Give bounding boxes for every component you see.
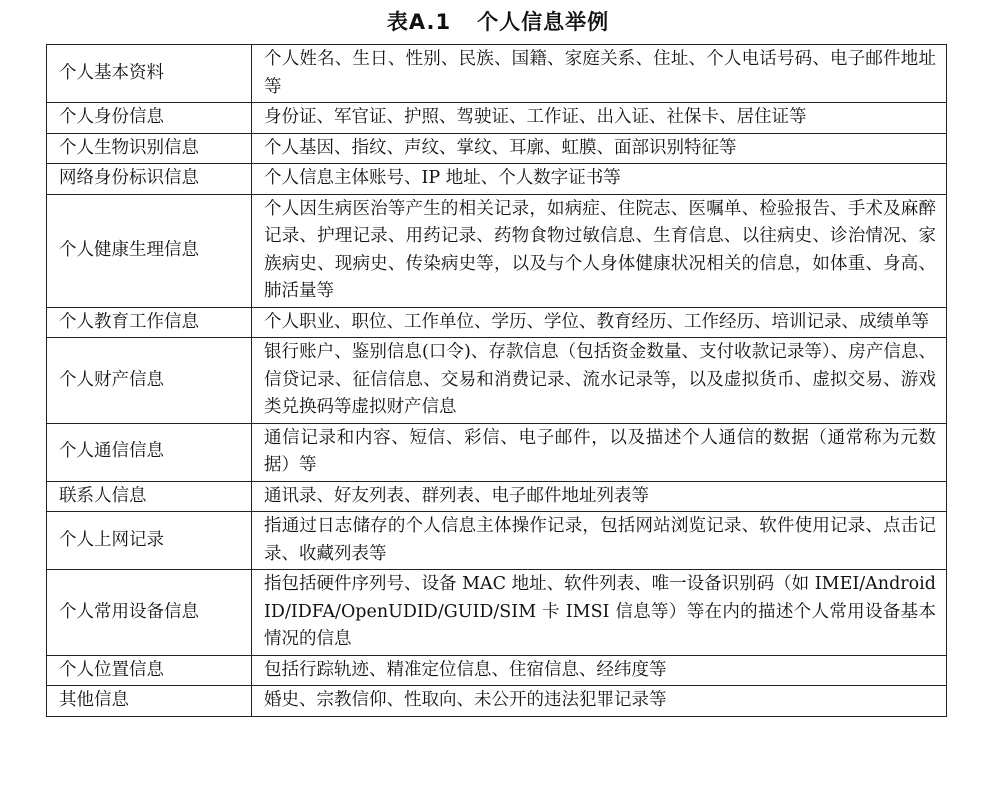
table-row (47, 103, 947, 134)
description-cell: 个人因生病医治等产生的相关记录，如病症、住院志、医嘱单、检验报告、手术及麻醉记录、护理记录、用药记录、药物食物过敏信息、生育信息、以往病史、诊治情况、家族病史、现病史、传染病史等，以及与个人身体健康状况相关的信息，如体重、身高、肺活量等 (252, 194, 947, 307)
table-row (47, 194, 947, 307)
category-cell: 个人基本资料 (47, 45, 252, 103)
table-row (47, 307, 947, 338)
category-cell: 网络身份标识信息 (47, 164, 252, 195)
description-cell: 包括行踪轨迹、精准定位信息、住宿信息、经纬度等 (252, 655, 947, 686)
category-cell: 个人财产信息 (47, 338, 252, 424)
category-cell: 其他信息 (47, 686, 252, 717)
table-row (47, 686, 947, 717)
category-cell: 个人常用设备信息 (47, 570, 252, 656)
table-row (47, 655, 947, 686)
description-cell: 指包括硬件序列号、设备 MAC 地址、软件列表、唯一设备识别码（如 IMEI/Android ID/IDFA/OpenUDID/GUID/SIM 卡 IMSI 信息等）等在内的描述个人常用设备基本情况的信息 (252, 570, 947, 656)
category-cell: 个人上网记录 (47, 512, 252, 570)
category-cell: 联系人信息 (47, 481, 252, 512)
table-row (47, 570, 947, 656)
category-cell: 个人教育工作信息 (47, 307, 252, 338)
category-cell: 个人位置信息 (47, 655, 252, 686)
description-cell: 个人职业、职位、工作单位、学历、学位、教育经历、工作经历、培训记录、成绩单等 (252, 307, 947, 338)
description-cell: 婚史、宗教信仰、性取向、未公开的违法犯罪记录等 (252, 686, 947, 717)
personal-info-table (46, 44, 947, 717)
table-row (47, 481, 947, 512)
table-row (47, 133, 947, 164)
table-title (0, 6, 996, 36)
table-caption: 个人信息举例 (477, 10, 610, 34)
table-number: 表A.1 (386, 10, 452, 34)
table-row (47, 423, 947, 481)
category-cell: 个人身份信息 (47, 103, 252, 134)
table-row (47, 512, 947, 570)
category-cell: 个人健康生理信息 (47, 194, 252, 307)
table-row (47, 45, 947, 103)
table-row (47, 338, 947, 424)
category-cell: 个人生物识别信息 (47, 133, 252, 164)
table-row (47, 164, 947, 195)
description-cell: 个人信息主体账号、IP 地址、个人数字证书等 (252, 164, 947, 195)
category-cell: 个人通信信息 (47, 423, 252, 481)
description-cell: 通讯录、好友列表、群列表、电子邮件地址列表等 (252, 481, 947, 512)
description-cell: 银行账户、鉴别信息(口令)、存款信息（包括资金数量、支付收款记录等）、房产信息、信贷记录、征信信息、交易和消费记录、流水记录等，以及虚拟货币、虚拟交易、游戏类兑换码等虚拟财产信息 (252, 338, 947, 424)
description-cell: 通信记录和内容、短信、彩信、电子邮件，以及描述个人通信的数据（通常称为元数据）等 (252, 423, 947, 481)
description-cell: 指通过日志储存的个人信息主体操作记录，包括网站浏览记录、软件使用记录、点击记录、收藏列表等 (252, 512, 947, 570)
description-cell: 个人姓名、生日、性别、民族、国籍、家庭关系、住址、个人电话号码、电子邮件地址等 (252, 45, 947, 103)
description-cell: 个人基因、指纹、声纹、掌纹、耳廓、虹膜、面部识别特征等 (252, 133, 947, 164)
description-cell: 身份证、军官证、护照、驾驶证、工作证、出入证、社保卡、居住证等 (252, 103, 947, 134)
